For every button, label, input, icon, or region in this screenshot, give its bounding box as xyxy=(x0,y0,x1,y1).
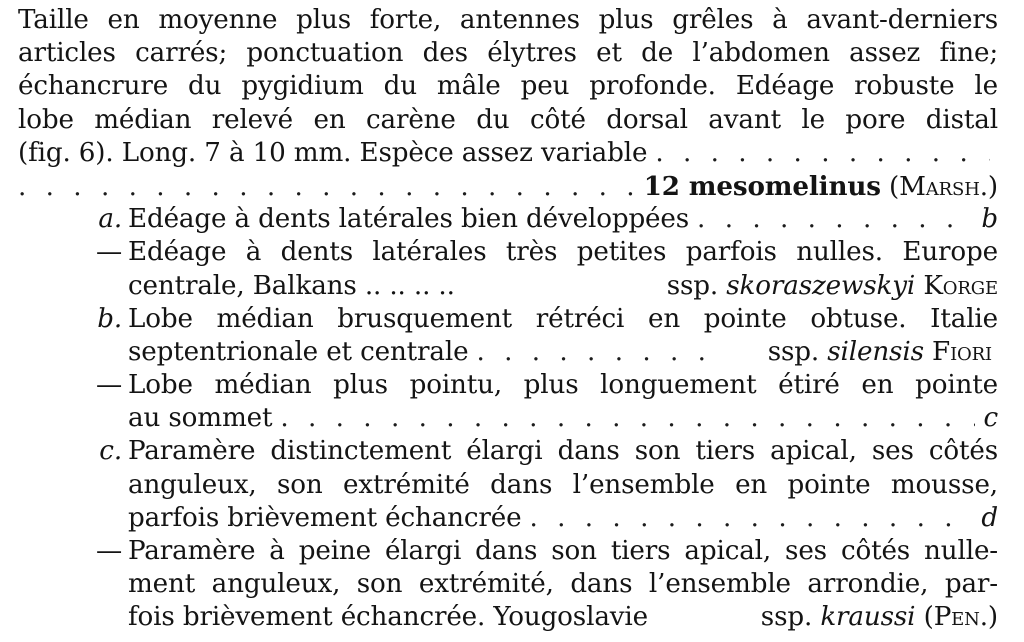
leader-dots xyxy=(529,502,973,535)
key-target-c: c xyxy=(983,403,998,434)
intro-line-4: lobe médian relevé en carène du côté dorsal avant le pore distal xyxy=(18,104,998,135)
key-entry-c-alt-line-1: — Paramère à peine élargi dans son tiers apical, ses côtés nulle- xyxy=(18,535,998,568)
subspecies-author: Fiori xyxy=(932,336,992,367)
intro-line-1: Taille en moyenne plus forte, antennes plus grêles à avant-derniers xyxy=(18,5,998,35)
species-name: 12 mesomelinus xyxy=(643,170,881,202)
key-entry-b-line-2: septentrionale et centrale . . . ssp. silensis Fiori xyxy=(18,336,998,369)
leader-dots xyxy=(280,402,975,435)
subspecies-author: Korge xyxy=(923,270,998,301)
leader-dots xyxy=(697,203,973,236)
key-target-d: d xyxy=(981,502,998,533)
document-page xyxy=(18,4,998,635)
intro-line-3: échancrure du pygidium du mâle peu profonde. Edéage robuste le xyxy=(18,71,998,102)
key-entry-a-alt-line-1: — Edéage à dents latérales très petites parfois nulles. Europe xyxy=(18,236,998,269)
key-entry-b-alt-line-1: — Lobe médian plus pointu, plus longuement étiré en pointe xyxy=(18,369,998,402)
key-marker-c: c. xyxy=(99,436,122,467)
key-entry-c-line-2: anguleux, son extrémité dans l’ensemble en pointe mousse, xyxy=(128,469,998,500)
subspecies-author: Pen. xyxy=(933,602,988,633)
species-author: Marsh. xyxy=(899,171,988,202)
key-entry-a: a. Edéage à dents latérales bien développées . . . b xyxy=(18,203,998,236)
key-marker-a: a. xyxy=(98,204,122,235)
key-entry-b-line-1: b. Lobe médian brusquement rétréci en pointe obtuse. Italie xyxy=(97,303,998,334)
key-entry-c-line-1: c. Paramère distinctement élargi dans son tiers apical, ses côtés xyxy=(99,436,998,467)
subspecies-name: kraussi xyxy=(820,602,916,633)
key-marker-dash: — xyxy=(95,237,122,268)
key-entry-a-alt-line-2: centrale, Balkans .. .. .. .. ssp. skoraszewskyi Korge xyxy=(128,270,998,301)
species-heading: . . . 12 mesomelinus (Marsh.) xyxy=(18,170,998,203)
key-entry-b-alt-line-2: au sommet . . . c xyxy=(18,402,998,435)
leader-dots xyxy=(655,137,990,170)
key-entry-c-line-3: parfois brièvement échancrée . . . d xyxy=(18,502,998,535)
key-entry-c-alt-line-2: ment anguleux, son extrémité, dans l’ensemble arrondie, par- xyxy=(128,569,998,600)
leader-dots xyxy=(476,336,716,369)
subspecies-name: skoraszewskyi xyxy=(726,270,916,301)
intro-line-2: articles carrés; ponctuation des élytres et de l’abdomen assez fine; xyxy=(18,38,998,69)
key-entry-c-alt-line-3: fois brièvement échancrée. Yougoslavie ssp. kraussi (Pen.) xyxy=(128,602,998,633)
subspecies-name: silensis xyxy=(827,336,924,367)
intro-line-5: (fig. 6). Long. 7 à 10 mm. Espèce assez variable . . . xyxy=(18,137,998,170)
key-target-b: b xyxy=(981,204,998,235)
key-marker-dash: — xyxy=(95,370,122,401)
key-marker-dash: — xyxy=(95,536,122,566)
key-marker-b: b. xyxy=(97,303,122,334)
leader-dots xyxy=(18,171,636,204)
